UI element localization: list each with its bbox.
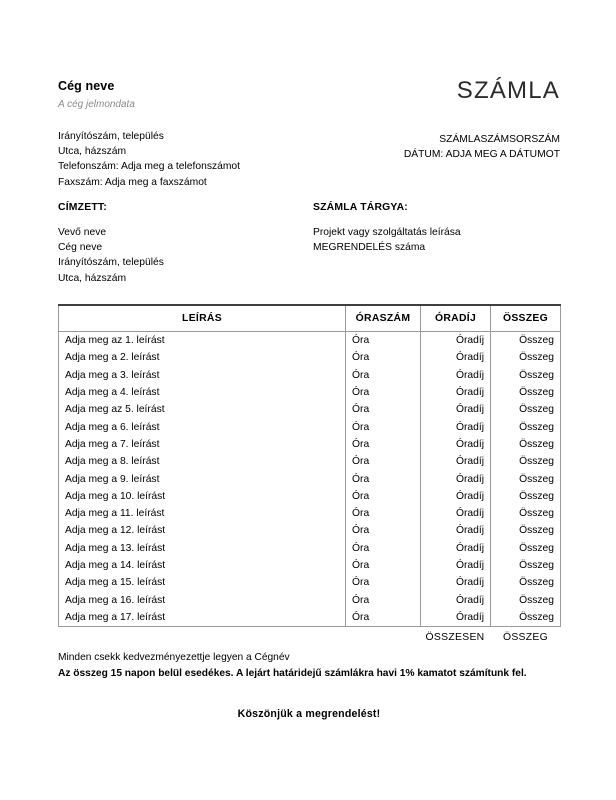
line-item-description: Adja meg a 2. leírást: [59, 349, 346, 366]
line-item-amount: Összeg: [491, 436, 561, 453]
column-header-description: LEÍRÁS: [59, 305, 346, 332]
table-row: [59, 522, 561, 539]
line-items-table: [58, 304, 561, 647]
line-item-description: Adja meg az 1. leírást: [59, 332, 346, 350]
table-header: [59, 305, 561, 332]
table-row: [59, 574, 561, 591]
table-header-row: [59, 305, 561, 332]
line-item-rate: Óradíj: [421, 349, 491, 366]
line-item-amount: Összeg: [491, 367, 561, 384]
bill-to-customer-name: Vevő neve: [58, 227, 107, 238]
bill-to-street: Utca, házszám: [58, 272, 127, 284]
line-item-description: Adja meg a 16. leírást: [59, 591, 346, 608]
table-row: [59, 591, 561, 608]
line-item-amount: Összeg: [491, 505, 561, 522]
line-item-description: Adja meg az 5. leírást: [59, 401, 346, 418]
total-value: ÖSSZEG: [502, 631, 549, 643]
line-item-description: Adja meg a 3. leírást: [59, 367, 346, 384]
bill-to-postal: Irányítószám, település: [58, 257, 164, 269]
table-row: [59, 505, 561, 522]
line-item-amount: Összeg: [491, 591, 561, 608]
thank-you-message: Köszönjük a megrendelést!: [237, 708, 381, 720]
company-address-postal: Irányítószám, település: [58, 131, 164, 142]
bill-to-heading: CÍMZETT:: [58, 202, 107, 213]
line-item-description: Adja meg a 13. leírást: [59, 540, 346, 557]
table-row: [59, 418, 561, 435]
line-item-amount: Összeg: [491, 574, 561, 591]
invoice-number: SZÁMLASZÁMSORSZÁM: [439, 134, 560, 145]
invoice-header: [58, 78, 560, 190]
line-item-amount: Összeg: [491, 349, 561, 366]
table-row: [59, 540, 561, 557]
line-item-rate: Óradíj: [421, 591, 491, 608]
line-item-rate: Óradíj: [421, 332, 491, 350]
table-body: [59, 332, 561, 627]
line-item-description: Adja meg a 14. leírást: [59, 557, 346, 574]
line-items-table-wrapper: [58, 304, 560, 647]
line-item-rate: Óradíj: [421, 574, 491, 591]
total-label: ÖSSZESEN: [425, 631, 485, 643]
line-item-hours: Óra: [346, 332, 421, 350]
company-fax: Faxszám: Adja meg a faxszámot: [58, 176, 207, 188]
line-item-description: Adja meg a 12. leírást: [59, 522, 346, 539]
bill-to-body: [58, 225, 313, 286]
table-row: [59, 401, 561, 418]
table-row: [59, 436, 561, 453]
line-item-description: Adja meg a 15. leírást: [59, 574, 346, 591]
company-name: Cég neve: [58, 79, 115, 93]
company-address-street: Utca, házszám: [58, 146, 127, 158]
bill-to-company-name: Cég neve: [58, 242, 103, 254]
line-item-rate: Óradíj: [421, 367, 491, 384]
subject-body: [313, 225, 560, 255]
invoice-date: DÁTUM: ADJA MEG A DÁTUMOT: [403, 148, 560, 160]
line-item-hours: Óra: [346, 418, 421, 435]
line-item-amount: Összeg: [491, 332, 561, 350]
line-item-rate: Óradíj: [421, 488, 491, 505]
line-item-rate: Óradíj: [421, 384, 491, 401]
line-item-hours: Óra: [346, 609, 421, 627]
page-title: SZÁMLA: [456, 77, 560, 104]
line-item-hours: Óra: [346, 505, 421, 522]
invoice-meta-block: [360, 133, 560, 162]
line-item-description: Adja meg a 10. leírást: [59, 488, 346, 505]
line-item-hours: Óra: [346, 384, 421, 401]
company-contact-block: [58, 129, 358, 190]
line-item-description: Adja meg a 17. leírást: [59, 609, 346, 627]
bill-to-block: [58, 200, 313, 286]
line-item-hours: Óra: [346, 453, 421, 470]
table-row: [59, 332, 561, 350]
table-row: [59, 453, 561, 470]
line-item-amount: Összeg: [491, 522, 561, 539]
line-item-hours: Óra: [346, 574, 421, 591]
line-item-rate: Óradíj: [421, 418, 491, 435]
column-header-amount: ÖSSZEG: [491, 305, 561, 332]
invoice-title-block: [360, 78, 560, 162]
table-row: [59, 488, 561, 505]
line-item-rate: Óradíj: [421, 557, 491, 574]
table-row: [59, 470, 561, 487]
line-item-description: Adja meg a 4. leírást: [59, 384, 346, 401]
line-item-hours: Óra: [346, 488, 421, 505]
table-row: [59, 349, 561, 366]
subject-description: Projekt vagy szolgáltatás leírása: [313, 227, 461, 238]
total-row-spacer: [59, 627, 346, 648]
column-header-rate: ÓRADÍJ: [421, 305, 491, 332]
line-item-amount: Összeg: [491, 609, 561, 627]
company-info-block: [58, 78, 358, 190]
line-item-hours: Óra: [346, 349, 421, 366]
line-item-hours: Óra: [346, 540, 421, 557]
subject-block: [313, 200, 560, 286]
line-item-description: Adja meg a 7. leírást: [59, 436, 346, 453]
line-item-rate: Óradíj: [421, 505, 491, 522]
line-item-rate: Óradíj: [421, 609, 491, 627]
line-item-hours: Óra: [346, 591, 421, 608]
subject-order-number: MEGRENDELÉS száma: [313, 242, 426, 254]
total-row: [59, 627, 561, 648]
line-item-amount: Összeg: [491, 540, 561, 557]
line-item-rate: Óradíj: [421, 401, 491, 418]
line-item-rate: Óradíj: [421, 453, 491, 470]
footer-notes: [58, 650, 568, 681]
line-item-amount: Összeg: [491, 488, 561, 505]
line-item-amount: Összeg: [491, 557, 561, 574]
line-item-rate: Óradíj: [421, 540, 491, 557]
line-item-rate: Óradíj: [421, 470, 491, 487]
table-footer: [59, 627, 561, 648]
line-item-description: Adja meg a 6. leírást: [59, 418, 346, 435]
line-item-hours: Óra: [346, 522, 421, 539]
line-item-hours: Óra: [346, 470, 421, 487]
line-item-amount: Összeg: [491, 401, 561, 418]
line-item-description: Adja meg a 9. leírást: [59, 470, 346, 487]
table-row: [59, 384, 561, 401]
company-phone: Telefonszám: Adja meg a telefonszámot: [58, 161, 241, 173]
subject-heading: SZÁMLA TÁRGYA:: [313, 202, 408, 213]
line-item-description: Adja meg a 11. leírást: [59, 505, 346, 522]
line-item-rate: Óradíj: [421, 436, 491, 453]
company-tagline: A cég jelmondata: [58, 99, 135, 110]
column-header-hours: ÓRASZÁM: [346, 305, 421, 332]
line-item-hours: Óra: [346, 401, 421, 418]
line-item-amount: Összeg: [491, 453, 561, 470]
line-item-description: Adja meg a 8. leírást: [59, 453, 346, 470]
payee-note: Minden csekk kedvezményezettje legyen a Cégnév: [58, 652, 290, 663]
table-row: [59, 557, 561, 574]
line-item-hours: Óra: [346, 367, 421, 384]
line-item-hours: Óra: [346, 557, 421, 574]
table-row: [59, 367, 561, 384]
line-item-amount: Összeg: [491, 384, 561, 401]
line-item-hours: Óra: [346, 436, 421, 453]
line-item-rate: Óradíj: [421, 522, 491, 539]
payment-terms-note: Az összeg 15 napon belül esedékes. A lejárt határidejű számlákra havi 1% kamatot számítunk fel.: [58, 667, 527, 679]
line-item-amount: Összeg: [491, 418, 561, 435]
invoice-midsection: [58, 200, 560, 286]
table-row: [59, 609, 561, 627]
line-item-amount: Összeg: [491, 470, 561, 487]
